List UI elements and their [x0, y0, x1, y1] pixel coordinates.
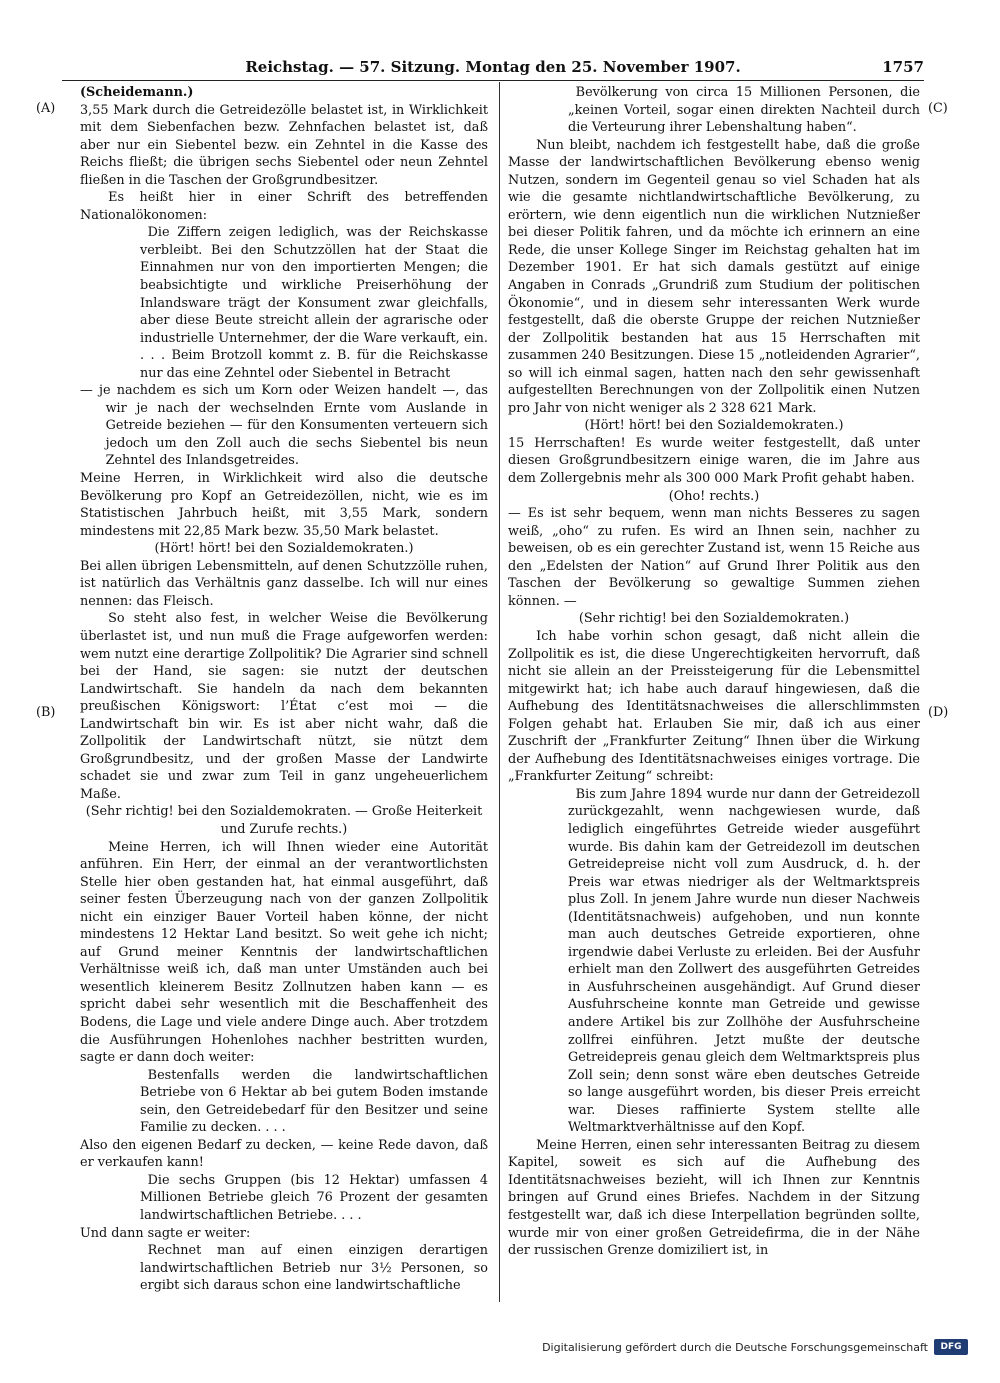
dfg-logo: DFG — [934, 1339, 968, 1355]
paragraph: Meine Herren, ich will Ihnen wieder eine Autorität anführen. Ein Herr, der einmal an der verantwortlichsten Stelle hier oben gestanden hat, hat einmal ausgeführt, daß seiner festen Überzeugung nach von der ganzen Zollpolitik nicht ein einziger Bauer Vorteil haben könne, der nicht mindestens 12 Hektar Land besitzt. So weit gehe ich nicht; auf Grund meiner Kenntnis der landwirtschaftlichen Verhältnisse weiß ich, daß man unter Umständen auch bei wesentlich kleinerem Besitz Zollnutzen haben kann — es spricht dabei sehr wesentlich mit die Beschaffenheit des Bodens, die Lage und viele andere Dinge auch. Aber trotzdem die Ausführungen Hohenlohes nachher bestritten wurden, sagte er dann doch weiter: — [80, 839, 488, 1066]
margin-mark-a: (A) — [36, 101, 56, 116]
quoted-passage: Bis zum Jahre 1894 wurde nur dann der Getreidezoll zurückgezahlt, wenn nachgewiesen wurde, daß lediglich eingeführtes Getreide wieder ausgeführt wurde. Bis dahin kam der Getreidezoll im deutschen Getreidepreise nicht voll zum Ausdruck, d. h. der Preis war etwas niedriger als der Weltmarktspreis plus Zoll. In jenem Jahre wurde nun dieser Nachweis (Identitätsnachweis) aufgehoben, und nun konnte man auch deutsches Getreide exportieren, ohne irgendwie dabei Verluste zu erleiden. Bei der Ausfuhr erhielt man den Zollwert des ausgeführten Getreides in Ausfuhrscheinen ausgehändigt. Auf Grund dieser Ausfuhrscheine konnte man Getreide und gewisse andere Artikel bis zur Zollhöhe der Ausfuhrscheine zollfrei einführen. Jetzt mußte der deutsche Getreidepreis genau gleich dem Weltmarktspreis plus Zoll sein; denn sonst wäre eben deutsches Getreide so lange ausgeführt worden, bis dieser Preis erreicht war. Dieses raffinierte System stellte alle Weltmarktverhältnisse auf den Kopf. — [568, 786, 920, 1136]
quoted-passage: Rechnet man auf einen einzigen derartigen landwirtschaftlichen Betrieb nur 3½ Personen, so ergibt sich daraus schon eine landwirtschaftliche — [140, 1243, 488, 1294]
paragraph: Und dann sagte er weiter: — [80, 1225, 251, 1241]
quoted-passage: Bestenfalls werden die landwirtschaftlichen Betriebe von 6 Hektar ab bei gutem Boden imstande sein, den Getreidebedarf für den Besitzer und seine Familie zu decken. . . . — [140, 1067, 488, 1136]
margin-mark-b: (B) — [36, 705, 56, 720]
page-header — [62, 56, 924, 78]
interjection: (Hört! hört! bei den Sozialdemokraten.) — [154, 541, 414, 557]
paragraph: So steht also fest, in welcher Weise die Bevölkerung überlastet ist, und nun muß die Frage aufgeworfen werden: wem nutzt eine derartige Zollpolitik? Die Agrarier sind schnell bei der Hand, sie sagen: sie nutzt der deutschen Landwirtschaft. Sie handeln da nach dem bekannten preußischen Königswort: l’État c’est moi — die Landwirtschaft bin wir. Es ist aber nicht wahr, daß die Zollpolitik der Landwirtschaft nützt, sie nützt dem Großgrundbesitz, und der großen Masse der Landwirte schadet sie und zwar zum Teil in ganz ungeheuerlichem Maße. — [80, 611, 488, 802]
paragraph: 3,55 Mark durch die Getreidezölle belastet ist, in Wirklichkeit mit dem Siebenfachen bezw. Zehnfachen belastet ist, daß aber nur ein Siebentel bezw. ein Zehntel in die Kasse des Reichs fließt; die übrigen sechs Siebentel oder neun Zehntel fließen in die Taschen der Großgrundbesitzer. — [80, 102, 488, 188]
interjection: (Hört! hört! bei den Sozialdemokraten.) — [584, 418, 844, 434]
interjection: (Sehr richtig! bei den Sozialdemokraten.) — [578, 611, 850, 627]
paragraph: Ich habe vorhin schon gesagt, daß nicht allein die Zollpolitik es ist, die diese Ungerechtigkeiten hervorruft, daß nicht sie allein an der Preissteigerung für die Lebensmittel mitgewirkt hat; ich habe auch darauf hingewiesen, daß die Aufhebung des Identitätsnachweises die allerschlimmsten Folgen gehabt hat. Erlauben Sie mir, daß ich aus einer Zuschrift der „Frankfurter Zeitung“ Ihnen über die Wirkung der Aufhebung des Identitätsnachweises einiges vortrage. Die „Frankfurter Zeitung“ schreibt: — [508, 628, 920, 785]
paragraph: Meine Herren, einen sehr interessanten Beitrag zu diesem Kapitel, soweit es sich auf die Aufhebung des Identitätsnachweises bezieht, will ich Ihnen zur Kenntnis bringen auf Grund eines Briefes. Nachdem in der Sitzung festgestellt war, daß ich diese Interpellation begründen sollte, wurde mir von einer großen Getreidefirma, die in der Nähe der russischen Grenze domiziliert ist, in — [508, 1137, 920, 1259]
funding-note: Digitalisierung gefördert durch die Deutsche Forschungsgemeinschaft — [542, 1341, 928, 1354]
footer — [542, 1339, 968, 1357]
header-rule — [62, 80, 924, 81]
paragraph: Es heißt hier in einer Schrift des betreffenden Nationalökonomen: — [80, 190, 488, 223]
paragraph: Meine Herren, in Wirklichkeit wird also die deutsche Bevölkerung pro Kopf an Getreidezöllen, nicht, wie es im Statistischen Jahrbuch heißt, mit 3,55 Mark, sondern mindestens mit 22,85 Mark bezw. 35,50 Mark belastet. — [80, 471, 488, 539]
paragraph: 15 Herrschaften! Es wurde weiter festgestellt, daß unter diesen Großgrundbesitzern einige waren, die im Jahre aus dem Zollergebnis mehr als 300 000 Mark Profit gehabt haben. — [508, 435, 920, 487]
left-column — [80, 84, 488, 1295]
page-number: 1757 — [882, 58, 924, 76]
right-column — [508, 84, 920, 1260]
quoted-passage: Die sechs Gruppen (bis 12 Hektar) umfassen 4 Millionen Betriebe gleich 76 Prozent der gesamten landwirtschaftlichen Betriebe. . . . — [140, 1172, 488, 1223]
quoted-passage: Die Ziffern zeigen lediglich, was der Reichskasse verbleibt. Bei den Schutzzöllen hat der Staat die Einnahmen nur von den importierten Mengen; die beabsichtigte und wirkliche Preiserhöhung der Inlandsware trägt der Konsument zwar gleichfalls, aber diese Beute streicht allein der agrarische oder industrielle Unternehmer, der die Ware verkauft, ein. . . . Beim Brotzoll kommt z. B. für die Reichskasse nur das eine Zehntel oder Siebentel in Betracht — [140, 225, 488, 381]
speaker-name: (Scheidemann.) — [80, 85, 194, 100]
paragraph: Nun bleibt, nachdem ich festgestellt habe, daß die große Masse der landwirtschaftlichen Bevölkerung ebenso wenig Nutzen, sondern im Gegenteil genau so viel Schaden hat als wie die gesamte nichtlandwirtschaftliche Bevölkerung, zu erörtern, wie denn eigentlich nun die wirklichen Nutznießer bei dieser Politik fahren, und da möchte ich erinnern an eine Rede, die unser Kollege Singer im Reichstag gehalten hat im Dezember 1901. Er hat sich damals gestützt auf einige Angaben in Conrads „Grundriß zum Studium der politischen Ökonomie“, und in diesem sehr interessanten Werk wurde festgestellt, daß die oberste Gruppe der reichen Nutznießer der Zollpolitik bestanden hat aus 15 Herrschaften mit zusammen 240 Besitzungen. Diese 15 „notleidenden Agrarier“, so will ich einmal sagen, hatten nach den sehr gewissenhaft aufgestellten Berechnungen von der Zollpolitik einen Nutzen pro Jahr von nicht weniger als 2 328 621 Mark. — [508, 137, 920, 416]
column-divider — [499, 82, 500, 1302]
interjection: (Sehr richtig! bei den Sozialdemokraten. — Große Heiterkeit und Zurufe rechts.) — [85, 804, 483, 837]
interjection: (Oho! rechts.) — [668, 488, 760, 504]
paragraph: Also den eigenen Bedarf zu decken, — keine Rede davon, daß er verkaufen kann! — [80, 1137, 488, 1171]
running-title: Reichstag. — 57. Sitzung. Montag den 25. November 1907. — [245, 58, 741, 76]
margin-mark-c: (C) — [928, 101, 948, 116]
margin-mark-d: (D) — [928, 705, 949, 720]
quoted-passage: Bevölkerung von circa 15 Millionen Personen, die „keinen Vorteil, sogar einen direkten Nachteil durch die Verteurung ihrer Lebenshaltung haben“. — [568, 85, 920, 136]
paragraph: — Es ist sehr bequem, wenn man nichts Besseres zu sagen weiß, „oho“ zu rufen. Es wird an Ihnen sein, nachher zu beweisen, ob es ein gerechter Zustand ist, wenn 15 Reiche aus den „Edelsten der Nation“ auf Grund Ihrer Politik aus den Taschen der Bevölkerung so gewaltige Summen ziehen können. — — [508, 506, 920, 609]
paragraph: — je nachdem es sich um Korn oder Weizen handelt —, das wir je nach der wechselnden Ernte vom Auslande in Getreide beziehen — für den Konsumenten verteuern sich jedoch um den Zoll auch die sechs Siebentel bis neun Zehntel des Inlandsgetreides. — [80, 383, 488, 469]
paragraph: Bei allen übrigen Lebensmitteln, auf denen Schutzzölle ruhen, ist natürlich das Verhältnis ganz dasselbe. Ich will nur eines nennen: das Fleisch. — [80, 558, 488, 609]
